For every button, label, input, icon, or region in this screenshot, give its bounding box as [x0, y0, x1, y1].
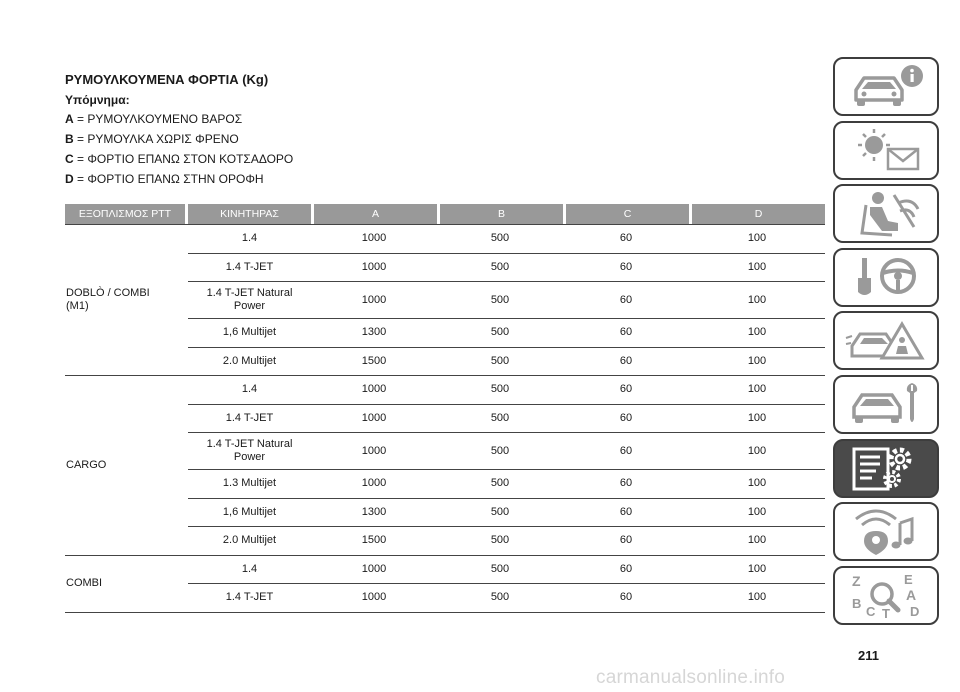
value-c-cell: 60 — [619, 326, 633, 339]
value-a-cell: 1000 — [361, 444, 387, 457]
table-row — [188, 225, 825, 254]
table-row — [188, 470, 825, 499]
engine-cell: 1.4 — [241, 232, 258, 245]
multimedia-note-icon — [842, 507, 930, 557]
value-a-cell: 1500 — [361, 534, 387, 547]
engine-cell: 2.0 Multijet — [222, 354, 277, 367]
breakdown-warning-icon — [842, 316, 930, 366]
value-a-cell: 1000 — [361, 591, 387, 604]
value-b-cell: 500 — [490, 534, 510, 547]
table-row — [188, 556, 825, 585]
table-group — [65, 556, 825, 613]
table-row — [188, 499, 825, 528]
value-d-cell: 100 — [747, 293, 767, 306]
legend — [65, 72, 293, 191]
value-b-cell: 500 — [490, 411, 510, 424]
value-c-cell: 60 — [619, 477, 633, 490]
value-a-cell: 1000 — [361, 260, 387, 273]
value-c-cell: 60 — [619, 354, 633, 367]
group-rows — [188, 225, 825, 375]
engine-cell: 1.4 T-JET — [225, 260, 274, 273]
page-number: 211 — [858, 648, 879, 663]
value-b-cell: 500 — [490, 505, 510, 518]
airbag-seat-icon — [842, 189, 930, 239]
value-a-cell: 1300 — [361, 505, 387, 518]
engine-cell: 1,6 Multijet — [222, 505, 277, 518]
value-d-cell: 100 — [747, 411, 767, 424]
tab-warning-lights[interactable] — [833, 121, 939, 180]
engine-cell: 1.4 T-JET — [225, 591, 274, 604]
header-d: D — [692, 204, 825, 224]
legend-text: = ΦΟΡΤΙΟ ΕΠΑΝΩ ΣΤΟΝ ΚΟΤΣΑΔΟΡΟ — [73, 152, 294, 166]
legend-key: C — [65, 152, 74, 166]
value-d-cell: 100 — [747, 383, 767, 396]
value-b-cell: 500 — [490, 591, 510, 604]
value-c-cell: 60 — [619, 260, 633, 273]
group-rows — [188, 376, 825, 555]
value-b-cell: 500 — [490, 232, 510, 245]
value-a-cell: 1000 — [361, 232, 387, 245]
engine-cell: 1.4 T-JET Natural Power — [206, 287, 293, 312]
value-a-cell: 1500 — [361, 354, 387, 367]
value-c-cell: 60 — [619, 562, 633, 575]
index-letter: B — [852, 596, 862, 612]
value-c-cell: 60 — [619, 534, 633, 547]
value-b-cell: 500 — [490, 326, 510, 339]
value-b-cell: 500 — [490, 444, 510, 457]
table-group — [65, 376, 825, 556]
car-info-icon — [842, 62, 930, 112]
value-b-cell: 500 — [490, 477, 510, 490]
value-c-cell: 60 — [619, 505, 633, 518]
engine-cell: 1.4 — [241, 562, 258, 575]
legend-item — [65, 131, 293, 147]
engine-cell: 1.4 — [241, 383, 258, 396]
table-row — [188, 376, 825, 405]
table-row — [188, 254, 825, 283]
value-d-cell: 100 — [747, 591, 767, 604]
value-c-cell: 60 — [619, 232, 633, 245]
legend-text: = ΦΟΡΤΙΟ ΕΠΑΝΩ ΣΤΗΝ ΟΡΟΦΗ — [73, 172, 264, 186]
value-d-cell: 100 — [747, 505, 767, 518]
engine-cell: 1,6 Multijet — [222, 326, 277, 339]
table-row — [188, 348, 825, 376]
index-letter: C — [866, 604, 876, 620]
value-d-cell: 100 — [747, 444, 767, 457]
value-c-cell: 60 — [619, 293, 633, 306]
index-letter: Z — [852, 573, 861, 590]
index-letter: E — [904, 572, 913, 588]
tab-maintenance[interactable] — [833, 375, 939, 434]
value-a-cell: 1000 — [361, 562, 387, 575]
group-name: CARGO — [66, 458, 107, 471]
legend-title: ΡΥΜΟΥΛΚΟΥΜΕΝΑ ΦΟΡΤΙΑ (Kg) — [65, 72, 269, 87]
table-row — [188, 319, 825, 348]
table-row — [188, 282, 825, 319]
group-name: DOBLÒ / COMBI (M1) — [66, 287, 150, 312]
tab-index[interactable] — [833, 566, 939, 625]
alphabetical-index-icon — [842, 570, 930, 620]
engine-cell: 2.0 Multijet — [222, 534, 277, 547]
legend-key: B — [65, 132, 74, 146]
value-d-cell: 100 — [747, 477, 767, 490]
value-d-cell: 100 — [747, 232, 767, 245]
engine-cell: 1.4 T-JET — [225, 411, 274, 424]
tab-safety[interactable] — [833, 184, 939, 243]
car-wrench-icon — [842, 379, 930, 429]
table-body — [65, 224, 825, 613]
legend-key: A — [65, 112, 74, 126]
table-row — [188, 405, 825, 434]
legend-key: D — [65, 172, 74, 186]
specifications-gears-icon — [842, 443, 930, 493]
table-row — [188, 584, 825, 612]
value-d-cell: 100 — [747, 534, 767, 547]
group-name: COMBI — [66, 577, 103, 589]
engine-cell: 1.3 Multijet — [222, 477, 277, 490]
header-equipment: ΕΞΟΠΛΙΣΜΟΣ PTT — [65, 204, 185, 224]
value-c-cell: 60 — [619, 411, 633, 424]
header-a: A — [314, 204, 437, 224]
value-b-cell: 500 — [490, 562, 510, 575]
key-steering-wheel-icon — [842, 252, 930, 302]
header-c: C — [566, 204, 689, 224]
legend-text: = ΡΥΜΟΥΛΚΑ ΧΩΡΙΣ ΦΡΕΝΟ — [73, 132, 239, 146]
value-a-cell: 1000 — [361, 383, 387, 396]
tab-technical-specifications[interactable] — [833, 439, 939, 498]
chapter-tabs — [833, 57, 939, 629]
header-b: B — [440, 204, 563, 224]
table-group — [65, 224, 825, 376]
value-a-cell: 1300 — [361, 326, 387, 339]
tab-starting-driving[interactable] — [833, 248, 939, 307]
header-engine: ΚΙΝΗΤΗΡΑΣ — [188, 204, 311, 224]
value-c-cell: 60 — [619, 383, 633, 396]
value-a-cell: 1000 — [361, 293, 387, 306]
legend-subtitle: Υπόμνημα: — [65, 93, 130, 107]
index-letter: T — [882, 606, 890, 621]
tab-emergency[interactable] — [833, 311, 939, 370]
index-letter: D — [910, 604, 920, 620]
legend-item — [65, 151, 293, 167]
engine-cell: 1.4 T-JET Natural Power — [206, 438, 293, 463]
tab-multimedia[interactable] — [833, 502, 939, 561]
value-b-cell: 500 — [490, 293, 510, 306]
value-a-cell: 1000 — [361, 411, 387, 424]
table-row — [188, 433, 825, 470]
table-row — [188, 527, 825, 555]
watermark: carmanualsonline.info — [596, 667, 786, 688]
value-a-cell: 1000 — [361, 477, 387, 490]
value-b-cell: 500 — [490, 383, 510, 396]
value-b-cell: 500 — [490, 260, 510, 273]
value-c-cell: 60 — [619, 591, 633, 604]
warning-light-envelope-icon — [842, 125, 930, 175]
legend-item — [65, 171, 293, 187]
group-rows — [188, 556, 825, 612]
towing-loads-table — [65, 204, 825, 613]
value-b-cell: 500 — [490, 354, 510, 367]
index-letter: A — [906, 587, 917, 604]
value-d-cell: 100 — [747, 562, 767, 575]
table-header — [65, 204, 825, 224]
value-d-cell: 100 — [747, 260, 767, 273]
value-c-cell: 60 — [619, 444, 633, 457]
value-d-cell: 100 — [747, 326, 767, 339]
legend-item — [65, 111, 293, 127]
value-d-cell: 100 — [747, 354, 767, 367]
tab-car-info[interactable] — [833, 57, 939, 116]
legend-text: = ΡΥΜΟΥΛΚΟΥΜΕΝΟ ΒΑΡΟΣ — [73, 112, 243, 126]
